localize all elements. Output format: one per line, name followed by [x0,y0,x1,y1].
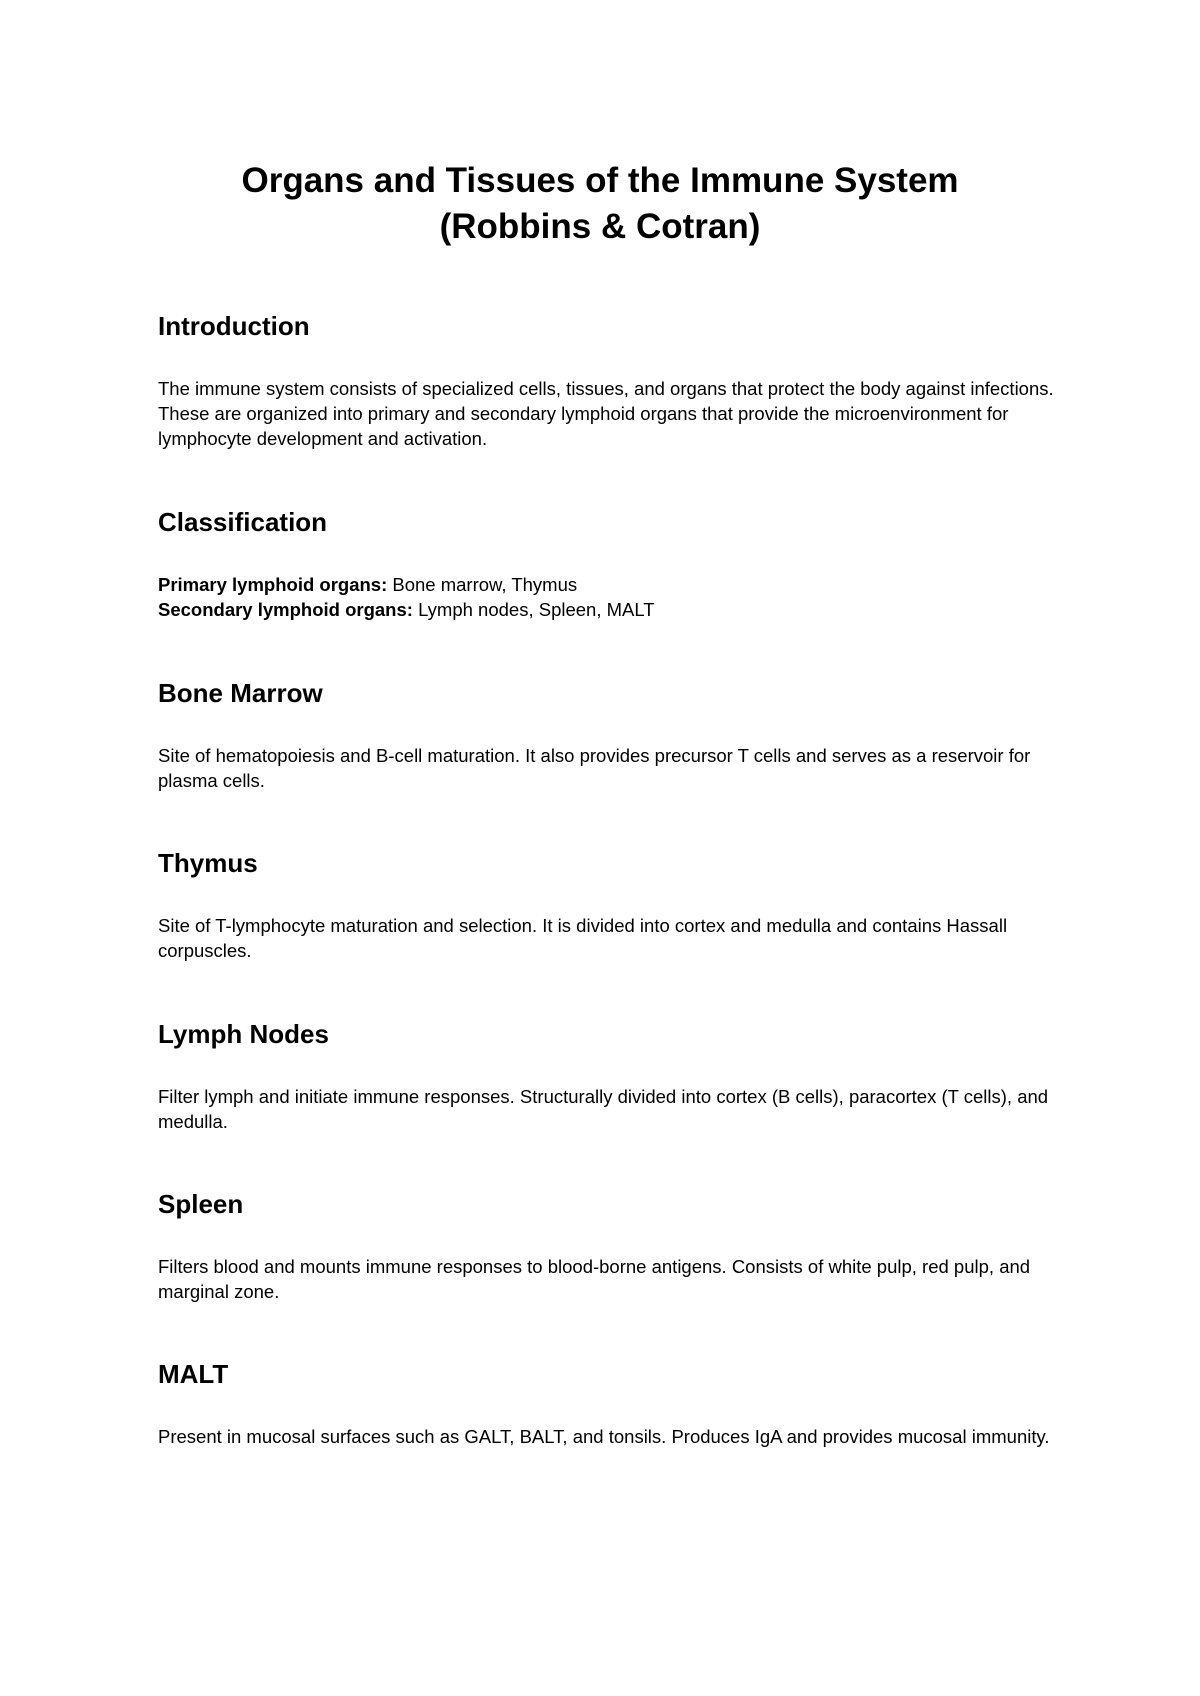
section-body: Filters blood and mounts immune responses to blood-borne antigens. Consists of white pulp, red pulp, and marginal zone. [158,1256,1031,1302]
section-body: Present in mucosal surfaces such as GALT, BALT, and tonsils. Produces IgA and provides mucosal immunity. [158,1426,1050,1447]
section-bone-marrow [158,677,1058,793]
section-heading: Spleen [158,1189,244,1219]
section-body: The immune system consists of specialized cells, tissues, and organs that protect the body against infections. These are organized into primary and secondary lymphoid organs that provide the microenvironment for lymphocyte development and activation. [158,378,1054,449]
section-thymus [158,847,1058,963]
section-heading: MALT [158,1359,229,1389]
section-classification [158,506,1058,622]
page-title [0,158,1200,250]
title-line-2: (Robbins & Cotran) [439,207,761,246]
classification-secondary [158,597,1058,622]
section-heading: Lymph Nodes [158,1019,329,1049]
classification-list [158,572,1058,622]
section-heading: Thymus [158,848,258,878]
section-spleen [158,1188,1058,1304]
title-line-1: Organs and Tissues of the Immune System [241,161,959,200]
classification-primary-label: Primary lymphoid organs: [158,574,388,595]
section-malt [158,1358,1058,1449]
section-body: Site of hematopoiesis and B-cell maturation. It also provides precursor T cells and serves as a reservoir for plasma cells. [158,745,1031,791]
section-introduction [158,310,1058,451]
classification-primary-value: Bone marrow, Thymus [387,574,578,595]
section-lymph-nodes [158,1018,1058,1134]
classification-primary [158,572,1058,597]
classification-secondary-label: Secondary lymphoid organs: [158,599,413,620]
section-heading: Classification [158,507,328,537]
section-heading: Introduction [158,311,310,341]
section-body: Filter lymph and initiate immune responses. Structurally divided into cortex (B cells), paracortex (T cells), and medulla. [158,1086,1049,1132]
section-heading: Bone Marrow [158,678,323,708]
classification-secondary-value: Lymph nodes, Spleen, MALT [412,599,655,620]
section-body: Site of T-lymphocyte maturation and selection. It is divided into cortex and medulla and contains Hassall corpuscles. [158,915,1008,961]
